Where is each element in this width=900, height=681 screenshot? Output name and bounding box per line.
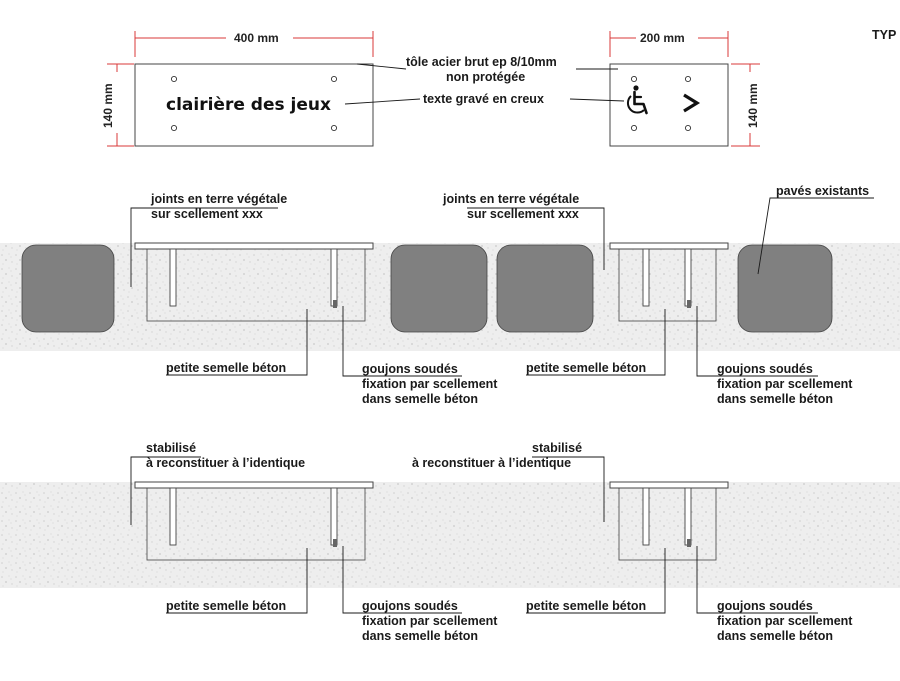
stabilized-label-right-1: stabilisé [532, 441, 583, 455]
small-width-dimension [610, 31, 728, 57]
pins-label-right-2: fixation par scellement [717, 377, 853, 391]
welded-pin [170, 249, 176, 306]
pins-label-right-2: fixation par scellement [717, 614, 853, 628]
welded-pin [685, 488, 691, 545]
stabilized-section [0, 441, 900, 643]
sign-plate-section [135, 243, 373, 249]
pins-label-left-2: fixation par scellement [362, 614, 498, 628]
pin-anchor [333, 300, 337, 308]
existing-paver [738, 245, 832, 332]
fixing-hole [171, 76, 176, 81]
paved-section [0, 184, 900, 406]
welded-pin [331, 488, 337, 545]
pins-label-right-1: goujons soudés [717, 599, 813, 613]
footing-label-right: petite semelle béton [526, 361, 647, 375]
footing-label-left: petite semelle béton [166, 361, 287, 375]
large-width-dimension [135, 31, 373, 57]
corner-label: TYP [872, 28, 897, 42]
joints-label-left-1: joints en terre végétale [151, 192, 288, 206]
fixing-hole [631, 76, 636, 81]
fixing-hole [685, 125, 690, 130]
large-height-dimension [101, 64, 134, 146]
pin-anchor [333, 539, 337, 547]
large-sign-text: clairière des jeux [166, 95, 331, 115]
existing-pavers-label: pavés existants [776, 184, 870, 198]
existing-paver [22, 245, 114, 332]
welded-pin [170, 488, 176, 545]
large-height-label: 140 mm [101, 83, 115, 128]
fixing-hole [685, 76, 690, 81]
material-note-line2: non protégée [446, 70, 526, 84]
pin-anchor [687, 300, 691, 308]
welded-pin [643, 249, 649, 306]
pins-label-right-3: dans semelle béton [717, 392, 834, 406]
footing-label-left: petite semelle béton [166, 599, 287, 613]
small-width-label: 200 mm [640, 31, 685, 45]
stabilized-label-left-2: à reconstituer à l’identique [146, 456, 306, 470]
small-height-dimension [731, 64, 760, 146]
joints-label-right-2: sur scellement xxx [467, 207, 579, 221]
joints-label-right-1: joints en terre végétale [443, 192, 580, 206]
small-height-label: 140 mm [746, 83, 760, 128]
sign-plate-section [610, 243, 728, 249]
pins-label-left-2: fixation par scellement [362, 377, 498, 391]
stabilized-label-right-2: à reconstituer à l’identique [412, 456, 572, 470]
engraving-note: texte gravé en creux [423, 92, 544, 106]
existing-paver [497, 245, 593, 332]
large-sign-elevation [101, 31, 373, 146]
welded-pin [331, 249, 337, 306]
pin-anchor [687, 539, 691, 547]
fixing-hole [171, 125, 176, 130]
joints-label-left-2: sur scellement xxx [151, 207, 263, 221]
pins-label-left-1: goujons soudés [362, 362, 458, 376]
pins-label-right-1: goujons soudés [717, 362, 813, 376]
elevation-notes [345, 55, 624, 106]
pins-label-left-3: dans semelle béton [362, 392, 479, 406]
fixing-hole [331, 125, 336, 130]
welded-pin [643, 488, 649, 545]
existing-paver [391, 245, 487, 332]
fixing-hole [331, 76, 336, 81]
pins-label-left-1: goujons soudés [362, 599, 458, 613]
footing-label-right: petite semelle béton [526, 599, 647, 613]
small-sign-elevation [610, 31, 760, 146]
pins-label-left-3: dans semelle béton [362, 629, 479, 643]
pins-label-right-3: dans semelle béton [717, 629, 834, 643]
stabilized-ground-band [0, 482, 900, 588]
welded-pin [685, 249, 691, 306]
fixing-hole [631, 125, 636, 130]
material-note-line1: tôle acier brut ep 8/10mm [406, 55, 557, 69]
sign-plate-section [610, 482, 728, 488]
sign-plate-section [135, 482, 373, 488]
stabilized-label-left-1: stabilisé [146, 441, 197, 455]
large-width-label: 400 mm [234, 31, 279, 45]
